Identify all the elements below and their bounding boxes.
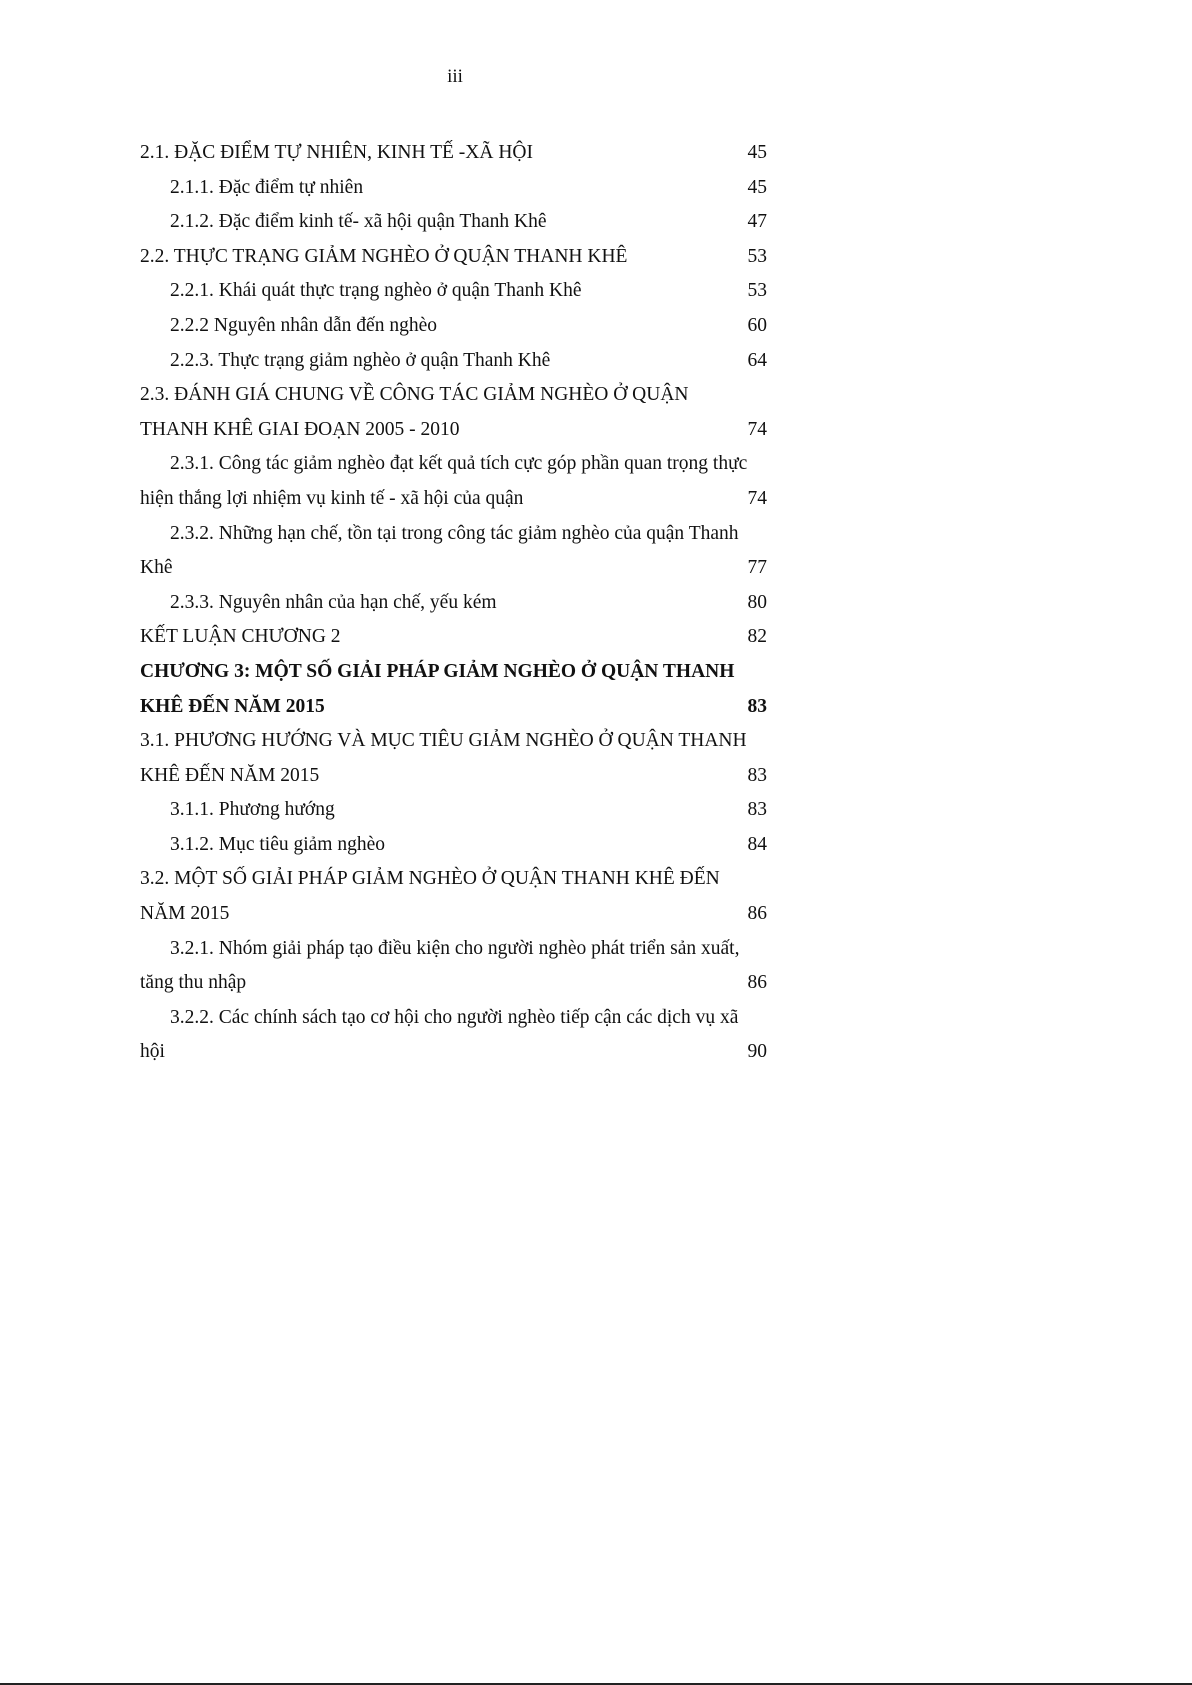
toc-entry-title: KHÊ ĐẾN NĂM 2015 [140, 695, 325, 717]
toc-entry-page-number: 90 [747, 1041, 767, 1063]
toc-entry [140, 1001, 767, 1036]
toc-entry [140, 862, 767, 897]
toc-entry [140, 897, 767, 932]
toc-entry-title: NĂM 2015 [140, 903, 230, 925]
toc-entry-page-number: 74 [747, 418, 767, 440]
toc-entry [140, 171, 767, 206]
toc-entry [140, 205, 767, 240]
toc-entry-page-number: 80 [747, 591, 767, 613]
toc-entry-title: 2.1. ĐẶC ĐIỂM TỰ NHIÊN, KINH TẾ -XÃ HỘI [140, 142, 533, 163]
toc-entry-page-number: 83 [747, 695, 767, 717]
toc-entry [140, 724, 767, 759]
toc-entry [140, 932, 767, 967]
toc-entry-page-number: 86 [747, 972, 767, 994]
toc-entry [140, 793, 767, 828]
toc-entry [140, 586, 767, 621]
toc-entry-page-number: 74 [747, 487, 767, 509]
toc-entry-title: 3.1.1. Phương hướng [170, 799, 335, 821]
toc-entry [140, 828, 767, 863]
toc-entry [140, 447, 767, 482]
toc-entry-title: 2.2. THỰC TRẠNG GIẢM NGHÈO Ở QUẬN THANH KHÊ [140, 245, 628, 267]
toc-entry-page-number: 77 [747, 557, 767, 579]
toc-entry-page-number: 84 [747, 833, 767, 855]
toc-entry [140, 1035, 767, 1070]
toc-entry-title: 3.1.2. Mục tiêu giảm nghèo [170, 833, 386, 855]
toc-entry [140, 344, 767, 379]
toc-entry [140, 413, 767, 448]
toc-entry-title: THANH KHÊ GIAI ĐOẠN 2005 - 2010 [140, 418, 460, 440]
toc-entry-title: KHÊ ĐẾN NĂM 2015 [140, 764, 320, 786]
toc-entry-title: 3.2.1. Nhóm giải pháp tạo điều kiện cho người nghèo phát triển sản xuất, [170, 937, 740, 959]
toc-entry-page-number: 86 [747, 903, 767, 925]
toc-entry [140, 551, 767, 586]
toc-entry-title: 2.3.2. Những hạn chế, tồn tại trong công tác giảm nghèo của quận Thanh [170, 522, 739, 544]
toc-entry-page-number: 53 [747, 280, 767, 302]
toc-entry-page-number: 60 [747, 314, 767, 336]
toc-entry-title: KẾT LUẬN CHƯƠNG 2 [140, 626, 341, 648]
toc-entry-page-number: 45 [747, 142, 767, 163]
toc-entry-page-number: 64 [747, 349, 767, 371]
toc-entry-title: 3.1. PHƯƠNG HƯỚNG VÀ MỤC TIÊU GIẢM NGHÈO Ở QUẬN THANH [140, 730, 747, 752]
toc-entry-page-number: 47 [747, 211, 767, 233]
toc-entry-title: 2.2.1. Khái quát thực trạng nghèo ở quận Thanh Khê [170, 280, 582, 302]
toc-entry [140, 966, 767, 1001]
toc-entry-page-number: 82 [747, 626, 767, 648]
toc-entry [140, 759, 767, 794]
toc-entry-title: 2.3. ĐÁNH GIÁ CHUNG VỀ CÔNG TÁC GIẢM NGHÈO Ở QUẬN [140, 384, 689, 406]
toc-entry [140, 690, 767, 725]
toc-entry [140, 136, 767, 171]
toc-entry-title: hiện thắng lợi nhiệm vụ kinh tế - xã hội của quận [140, 487, 524, 509]
toc-entry-title: CHƯƠNG 3: MỘT SỐ GIẢI PHÁP GIẢM NGHÈO Ở QUẬN THANH [140, 660, 735, 682]
toc-entry-page-number: 53 [747, 245, 767, 267]
toc-entry-page-number: 83 [747, 799, 767, 821]
toc-entry-title: 2.1.2. Đặc điểm kinh tế- xã hội quận Thanh Khê [170, 211, 547, 233]
page-number: iii [447, 66, 463, 87]
toc-entry-title: 2.2.3. Thực trạng giảm nghèo ở quận Thanh Khê [170, 349, 551, 371]
toc-entry-title: 3.2.2. Các chính sách tạo cơ hội cho người nghèo tiếp cận các dịch vụ xã [170, 1006, 739, 1028]
toc-entry-title: tăng thu nhập [140, 972, 247, 994]
toc-entry-title: 2.2.2 Nguyên nhân dẫn đến nghèo [170, 314, 437, 336]
toc-entry [140, 274, 767, 309]
toc-entry [140, 655, 767, 690]
toc-entry [140, 378, 767, 413]
toc-entry [140, 517, 767, 552]
toc-entry-title: 2.3.1. Công tác giảm nghèo đạt kết quả tích cực góp phần quan trọng thực [170, 453, 748, 475]
toc-entry-page-number: 83 [747, 764, 767, 786]
table-of-contents [140, 136, 767, 1070]
toc-entry-title: 2.1.1. Đặc điểm tự nhiên [170, 176, 364, 198]
toc-entry-title: hội [140, 1041, 165, 1063]
toc-entry-page-number: 45 [747, 176, 767, 198]
toc-entry-title: 2.3.3. Nguyên nhân của hạn chế, yếu kém [170, 591, 497, 613]
toc-entry-title: Khê [140, 557, 173, 579]
toc-entry [140, 309, 767, 344]
toc-entry [140, 482, 767, 517]
toc-entry [140, 620, 767, 655]
toc-entry-title: 3.2. MỘT SỐ GIẢI PHÁP GIẢM NGHÈO Ở QUẬN THANH KHÊ ĐẾN [140, 868, 720, 890]
toc-entry [140, 240, 767, 275]
